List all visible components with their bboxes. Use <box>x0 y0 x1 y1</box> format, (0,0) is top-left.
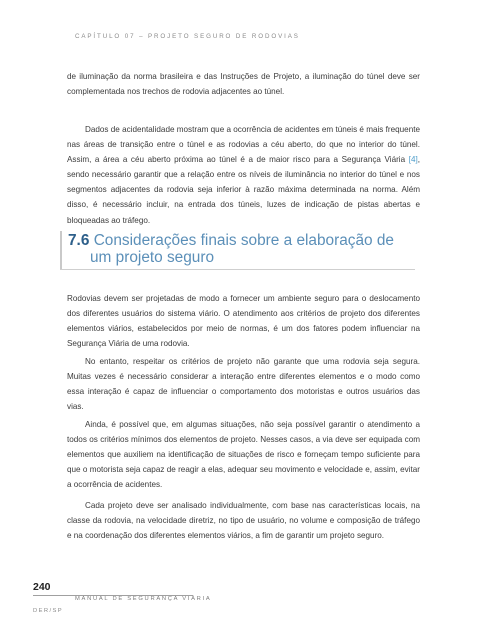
section-number: 7.6 <box>68 232 90 249</box>
reference-link[interactable]: [4] <box>408 155 418 165</box>
chapter-header: CAPÍTULO 07 – PROJETO SEGURO DE RODOVIAS <box>75 33 300 40</box>
section-divider <box>60 269 415 270</box>
paragraph-text-continued: , sendo necessário garantir que a relação entre os níveis de iluminância no interior do túnel e nos segmentos adjacentes da rodovia seja inferior à razão máxima determinada na norma. Além disso, é necessário incluir, na entrada dos túneis, luzes de indicação de pistas abertas e bloqueadas ao tráfego. <box>67 155 420 225</box>
paragraph-text: Ainda, é possível que, em algumas situações, não seja possível garantir o atendimento a todos os critérios mínimos dos elementos de projeto. Nesses casos, a via deve ser equipada com elementos que auxiliem na identificação de situações de risco e forneçam tempo suficiente para que o motorista seja capaz de reagir a elas, adequar seu movimento e velocidade e, assim, evitar a ocorrência de acidentes. <box>67 420 420 490</box>
paragraph-lighting-continuation: de iluminação da norma brasileira e das Instruções de Projeto, a iluminação do túnel deve ser complementada nos trechos de rodovia adjacentes ao túnel. <box>67 72 420 97</box>
paragraph-text: Cada projeto deve ser analisado individualmente, com base nas características locais, na classe da rodovia, na velocidade diretriz, no tipo de usuário, no volume e composição de tráfego e na coordenação dos diferentes elementos viários, a fim de garantir um projeto seguro. <box>67 501 420 541</box>
page-number: 240 <box>33 581 51 593</box>
section-title-line1: Considerações finais sobre a elaboração de <box>93 232 394 249</box>
paragraph-text: Dados de acidentalidade mostram que a ocorrência de acidentes em túneis é mais frequente nas áreas de transição entre o túnel e as rodovias a céu aberto, do que no interior do túnel. Assim, a área a céu aberto próxima ao túnel é a de maior risco para a Segurança Viária <box>67 125 420 165</box>
section-title <box>68 233 394 266</box>
paragraph-criteria-not-enough <box>67 354 420 414</box>
manual-title: MANUAL DE SEGURANÇA VIÁRIA <box>75 596 212 602</box>
paragraph-risk-elements <box>67 417 420 492</box>
section-accent-bar <box>60 231 62 269</box>
organization-label: DER/SP <box>33 608 63 614</box>
section-title-line2: um projeto seguro <box>90 248 215 266</box>
paragraph-accident-data <box>67 122 420 228</box>
paragraph-design-goal: Rodovias devem ser projetadas de modo a fornecer um ambiente seguro para o deslocamento dos diferentes usuários do sistema viário. O atendimento aos critérios de projeto dos diferentes elementos viários, estabelecidos por meio de normas, é um dos fatores podem influenciar na Segurança Viária de uma rodovia. <box>67 294 420 349</box>
paragraph-text: No entanto, respeitar os critérios de projeto não garante que uma rodovia seja segura. Muitas vezes é necessário considerar a interação entre diferentes elementos e o modo como essa interação é capaz de influenciar o comportamento dos motoristas e outros usuários das vias. <box>67 357 420 412</box>
paragraph-individual-analysis <box>67 498 420 543</box>
section-heading-block <box>60 231 415 269</box>
